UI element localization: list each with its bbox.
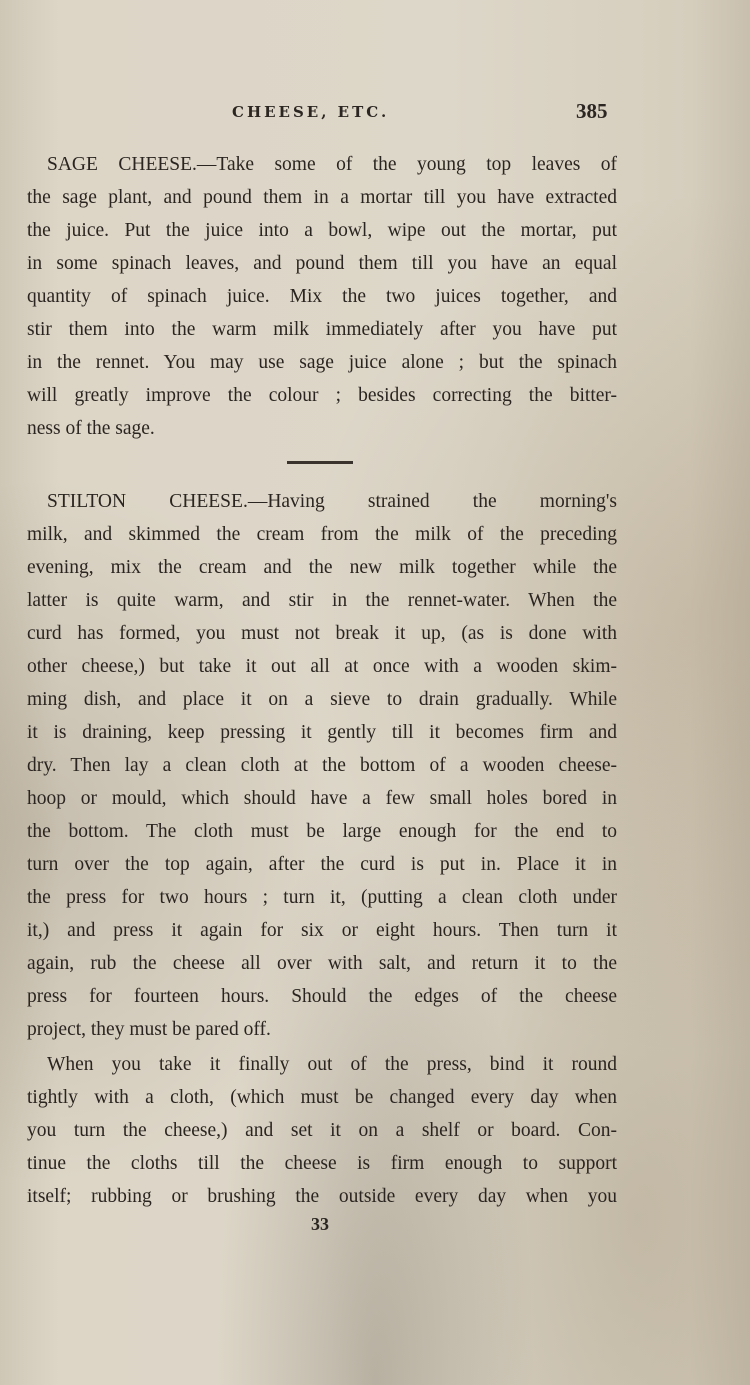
text-line: latter is quite warm, and stir in the rennet-water. When the [27, 590, 617, 611]
text-line: turn over the top again, after the curd is put in. Place it in [27, 854, 617, 875]
text-line: the sage plant, and pound them in a mortar till you have extracted [27, 187, 617, 208]
text-line: STILTON CHEESE.—Having strained the morning's [47, 491, 617, 512]
text-line: the bottom. The cloth must be large enough for the end to [27, 821, 617, 842]
page-header [0, 99, 750, 131]
text-line: milk, and skimmed the cream from the milk of the preceding [27, 524, 617, 545]
text-line: the press for two hours ; turn it, (putting a clean cloth under [27, 887, 617, 908]
text-line: other cheese,) but take it out all at once with a wooden skim- [27, 656, 617, 677]
text-line: it,) and press it again for six or eight hours. Then turn it [27, 920, 617, 941]
paragraph-stilton-cheese [27, 485, 617, 1046]
text-line: dry. Then lay a clean cloth at the bottom of a wooden cheese- [27, 755, 617, 776]
text-line: curd has formed, you must not break it up, (as is done with [27, 623, 617, 644]
text-line: will greatly improve the colour ; besides correcting the bitter- [27, 385, 617, 406]
text-line: it is draining, keep pressing it gently till it becomes firm and [27, 722, 617, 743]
page-number: 385 [576, 99, 608, 123]
text-line: quantity of spinach juice. Mix the two juices together, and [27, 286, 617, 307]
text-line: When you take it finally out of the press, bind it round [47, 1054, 617, 1075]
text-line: again, rub the cheese all over with salt, and return it to the [27, 953, 617, 974]
text-line: stir them into the warm milk immediately after you have put [27, 319, 617, 340]
text-line: evening, mix the cream and the new milk together while the [27, 557, 617, 578]
text-line: SAGE CHEESE.—Take some of the young top leaves of [47, 154, 617, 175]
text-line: the juice. Put the juice into a bowl, wipe out the mortar, put [27, 220, 617, 241]
section-divider [287, 461, 353, 464]
text-line: tinue the cloths till the cheese is firm enough to support [27, 1153, 617, 1174]
text-line: project, they must be pared off. [27, 1019, 271, 1040]
text-line: tightly with a cloth, (which must be changed every day when [27, 1087, 617, 1108]
text-line: itself; rubbing or brushing the outside every day when you [27, 1186, 617, 1207]
text-line: in some spinach leaves, and pound them till you have an equal [27, 253, 617, 274]
text-line: hoop or mould, which should have a few small holes bored in [27, 788, 617, 809]
text-line: you turn the cheese,) and set it on a shelf or board. Con- [27, 1120, 617, 1141]
text-line: press for fourteen hours. Should the edges of the cheese [27, 986, 617, 1007]
paragraph-sage-cheese [27, 148, 617, 445]
signature-mark: 33 [311, 1214, 329, 1234]
text-line: ness of the sage. [27, 418, 155, 439]
paragraph-finishing [27, 1048, 617, 1213]
running-title: CHEESE, ETC. [232, 103, 390, 121]
text-line: ming dish, and place it on a sieve to drain gradually. While [27, 689, 617, 710]
text-line: in the rennet. You may use sage juice alone ; but the spinach [27, 352, 617, 373]
